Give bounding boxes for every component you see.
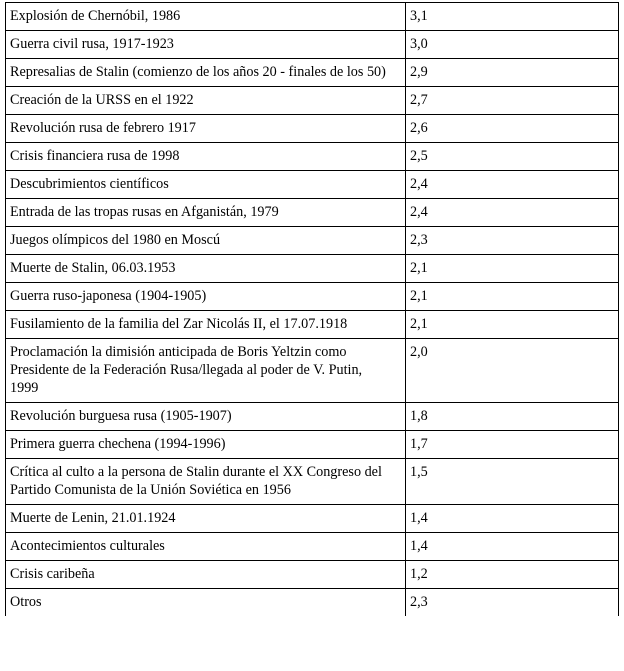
- event-cell: Descubrimientos científicos: [6, 171, 406, 199]
- event-cell: Muerte de Lenin, 21.01.1924: [6, 505, 406, 533]
- value-cell: 2,7: [406, 87, 619, 115]
- table-row: [6, 31, 619, 59]
- value-cell: 2,1: [406, 255, 619, 283]
- event-cell: Primera guerra chechena (1994-1996): [6, 431, 406, 459]
- table-row: [6, 311, 619, 339]
- event-cell: Crisis caribeña: [6, 561, 406, 589]
- table-row: [6, 339, 619, 403]
- event-cell: Entrada de las tropas rusas en Afganistán, 1979: [6, 199, 406, 227]
- value-cell: 2,0: [406, 339, 619, 403]
- table-row: [6, 143, 619, 171]
- table-row: [6, 255, 619, 283]
- table-row: [6, 171, 619, 199]
- event-cell: Otros: [6, 589, 406, 617]
- value-cell: 3,1: [406, 3, 619, 31]
- value-cell: 2,3: [406, 227, 619, 255]
- table-row: [6, 59, 619, 87]
- value-cell: 3,0: [406, 31, 619, 59]
- value-cell: 1,4: [406, 533, 619, 561]
- event-cell: Fusilamiento de la familia del Zar Nicolás II, el 17.07.1918: [6, 311, 406, 339]
- value-cell: 2,1: [406, 311, 619, 339]
- table-row: [6, 115, 619, 143]
- event-cell: Guerra ruso-japonesa (1904-1905): [6, 283, 406, 311]
- value-cell: 1,5: [406, 459, 619, 505]
- value-cell: 2,5: [406, 143, 619, 171]
- table-row: [6, 227, 619, 255]
- event-cell: Revolución rusa de febrero 1917: [6, 115, 406, 143]
- table-row: [6, 505, 619, 533]
- event-cell: Explosión de Chernóbil, 1986: [6, 3, 406, 31]
- table-row: [6, 3, 619, 31]
- event-cell: Crisis financiera rusa de 1998: [6, 143, 406, 171]
- value-cell: 2,9: [406, 59, 619, 87]
- table-row: [6, 199, 619, 227]
- event-cell: Creación de la URSS en el 1922: [6, 87, 406, 115]
- table-row: [6, 283, 619, 311]
- value-cell: 1,2: [406, 561, 619, 589]
- event-cell: Muerte de Stalin, 06.03.1953: [6, 255, 406, 283]
- event-cell: Revolución burguesa rusa (1905-1907): [6, 403, 406, 431]
- events-table: [5, 2, 619, 616]
- event-cell: Acontecimientos culturales: [6, 533, 406, 561]
- table-row: [6, 403, 619, 431]
- value-cell: 2,6: [406, 115, 619, 143]
- event-cell: Guerra civil rusa, 1917-1923: [6, 31, 406, 59]
- event-cell: Represalias de Stalin (comienzo de los años 20 - finales de los 50): [6, 59, 406, 87]
- value-cell: 2,4: [406, 199, 619, 227]
- table-row: [6, 87, 619, 115]
- value-cell: 2,4: [406, 171, 619, 199]
- value-cell: 1,7: [406, 431, 619, 459]
- table-row: [6, 533, 619, 561]
- table-row: [6, 431, 619, 459]
- value-cell: 2,1: [406, 283, 619, 311]
- table-row: [6, 561, 619, 589]
- value-cell: 1,4: [406, 505, 619, 533]
- value-cell: 1,8: [406, 403, 619, 431]
- value-cell: 2,3: [406, 589, 619, 617]
- event-cell: Proclamación la dimisión anticipada de Boris Yeltzin como Presidente de la Federación Rusa/llegada al poder de V. Putin, 1999: [6, 339, 406, 403]
- event-cell: Crítica al culto a la persona de Stalin durante el XX Congreso del Partido Comunista de la Unión Soviética en 1956: [6, 459, 406, 505]
- event-cell: Juegos olímpicos del 1980 en Moscú: [6, 227, 406, 255]
- document-page: [5, 2, 619, 616]
- events-table-body: [6, 3, 619, 617]
- table-row: [6, 589, 619, 617]
- table-row: [6, 459, 619, 505]
